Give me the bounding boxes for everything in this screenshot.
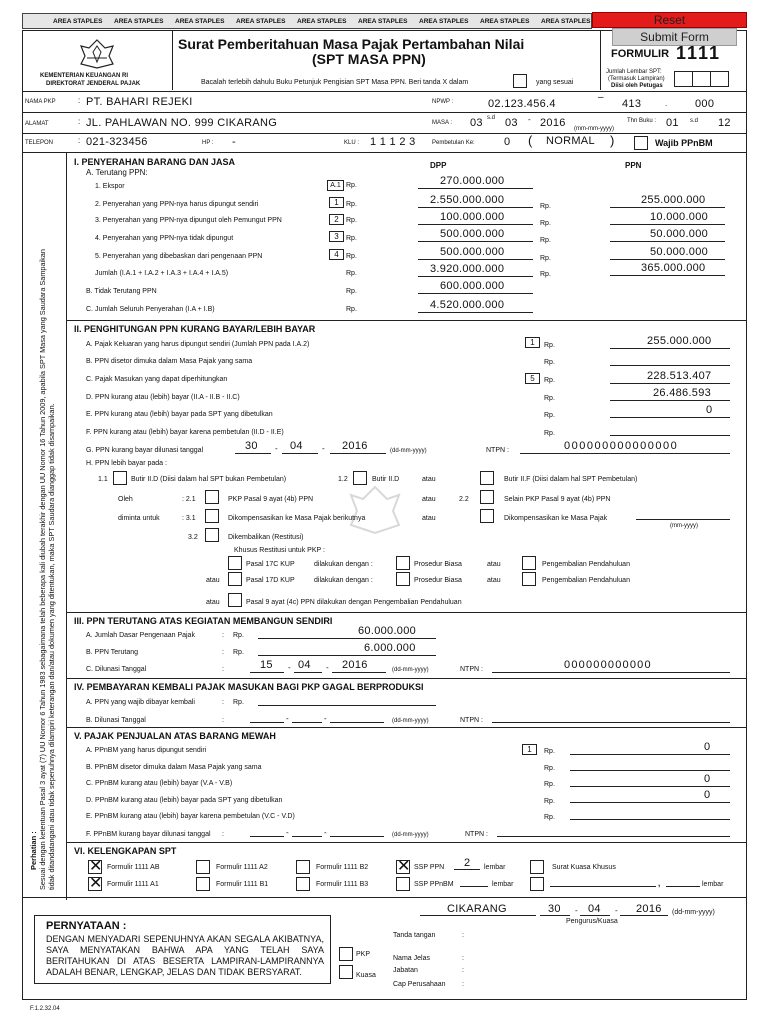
f1111b3-checkbox[interactable] — [296, 877, 310, 891]
diminta-label: diminta untuk — [118, 515, 160, 522]
butir-f-checkbox[interactable] — [480, 471, 494, 485]
petugas-label: Diisi oleh Petugas — [611, 83, 663, 89]
row-2-label: 2. Penyerahan yang PPN-nya harus dipungut sendiri — [95, 201, 259, 208]
rp-label: Rp. — [233, 699, 244, 706]
f1111a2-label: Formulir 1111 A2 — [216, 864, 268, 871]
prosedur-biasa-17d-checkbox[interactable] — [396, 572, 410, 586]
rp-label: Rp. — [233, 632, 244, 639]
row-ekspor-label: 1. Ekspor — [95, 183, 125, 190]
kuasa-signer-label: Kuasa — [356, 972, 376, 979]
rp-label: Rp. — [346, 235, 357, 242]
date-format: (dd-mm-yyyy) — [392, 718, 429, 724]
telepon-label: TELEPON — [25, 140, 54, 146]
emblem-watermark-icon — [345, 485, 405, 535]
instruction-sample-checkbox — [513, 74, 527, 88]
section5-f-label: F. PPnBM kurang bayar dilunasi tanggal — [86, 831, 211, 838]
staples-label: AREA STAPLES — [236, 18, 286, 25]
row-3-dpp[interactable]: 100.000.000 — [440, 211, 505, 223]
atau-label: atau — [206, 599, 220, 606]
ssp-ppnbm-label: SSP PPnBM — [414, 881, 454, 888]
alamat-value[interactable]: JL. PAHLAWAN NO. 999 CIKARANG — [86, 117, 278, 129]
npwp-cabang[interactable]: 000 — [695, 98, 715, 110]
alamat-label: ALAMAT — [25, 121, 49, 127]
rp-label: Rp. — [540, 203, 551, 210]
section2-e-label: E. PPN kurang atau (lebih) bayar pada SPT yang dibetulkan — [86, 411, 273, 418]
rp-label: Rp. — [544, 412, 555, 419]
telepon-value[interactable]: 021-323456 — [86, 136, 148, 148]
sign-city[interactable]: CIKARANG — [447, 903, 507, 915]
nama-jelas-label: Nama Jelas — [393, 955, 430, 962]
formulir-number: 1111 — [676, 43, 722, 63]
section2-c-code: 5 — [525, 373, 540, 384]
row-4-label: 4. Penyerahan yang PPN-nya tidak dipungut — [95, 235, 234, 242]
tanda-tangan-label: Tanda tangan — [393, 932, 436, 939]
instruction-text: Bacalah terlebih dahulu Buku Petunjuk Pengisian SPT Masa PPN. Beri tanda X dalam — [201, 79, 469, 86]
h-2-2: 2.2 — [459, 496, 469, 503]
section5-c-label: C. PPnBM kurang atau (lebih) bayar (V.A - V.B) — [86, 780, 233, 787]
section5-d-value[interactable]: 0 — [704, 789, 711, 801]
lembar-label: lembar — [702, 881, 724, 888]
date-format: (dd-mm-yyyy) — [392, 667, 429, 673]
section2-g-year[interactable]: 2016 — [342, 440, 368, 452]
date-format: (dd-mm-yyyy) — [672, 909, 715, 916]
masa-tahun[interactable]: 2016 — [540, 117, 566, 129]
section5-e-label: E. PPnBM kurang atau (lebih) bayar karena pembetulan (V.C - V.D) — [86, 813, 295, 820]
npwp-value[interactable]: 02.123.456.4 — [488, 98, 556, 110]
staples-label: AREA STAPLES — [358, 18, 408, 25]
masa-sd: s.d — [487, 115, 496, 121]
section5-title: V. PAJAK PENJUALAN ATAS BARANG MEWAH — [74, 731, 276, 741]
staples-label: AREA STAPLES — [175, 18, 225, 25]
atau-label: atau — [206, 577, 220, 584]
lembar-spt-box[interactable] — [674, 71, 729, 87]
section2-a-value[interactable]: 255.000.000 — [647, 335, 712, 347]
prosedur-biasa-text: Prosedur Biasa — [414, 577, 462, 584]
form-subtitle: (SPT MASA PPN) — [312, 51, 426, 67]
f1111b1-checkbox[interactable] — [196, 877, 210, 891]
rp-label: Rp. — [544, 781, 555, 788]
section2-d-value[interactable]: 26.486.593 — [653, 387, 712, 399]
staples-label: AREA STAPLES — [541, 18, 591, 25]
h-3-2: 3.2 — [188, 534, 198, 541]
pembetulan-label: Pembetulan Ke: — [432, 140, 475, 146]
wajib-ppnbm-checkbox[interactable] — [634, 136, 648, 150]
date-format: (dd-mm-yyyy) — [390, 448, 427, 454]
jumlah-ppn[interactable]: 365.000.000 — [641, 262, 706, 274]
ssp-ppn-checkbox[interactable]: ✕ — [397, 858, 411, 875]
dikompensasikan-text: Dikompensasikan ke Masa Pajak berikutnya — [228, 515, 366, 522]
formulir-label: FORMULIR — [611, 48, 670, 60]
pkp-pasal9-checkbox[interactable] — [205, 490, 219, 504]
oleh-label: Oleh — [118, 496, 133, 503]
statement-body: DENGAN MENYADARI SEPENUHNYA AKAN SEGALA AKIBATNYA, SAYA MENYATAKAN BAHWA APA YANG TELAH SAYA BERITAHUKAN DI ATAS BESERTA LAMPIRAN-LAMPIRANNYA ADALAH BENAR, LENGKAP, JELAS DAN TIDAK BERSYARAT. — [46, 934, 324, 977]
section4-a-label: A. PPN yang wajib dibayar kembali — [86, 699, 195, 706]
rp-label: Rp. — [233, 649, 244, 656]
rp-label: Rp. — [346, 288, 357, 295]
masa-to[interactable]: 03 — [505, 117, 518, 129]
jabatan-label: Jabatan — [393, 967, 418, 974]
submit-form-button[interactable]: Submit Form — [612, 28, 737, 46]
section2-title: II. PENGHITUNGAN PPN KURANG BAYAR/LEBIH BAYAR — [74, 324, 316, 334]
section5-a-label: A. PPnBM yang harus dipungut sendiri — [86, 747, 207, 754]
mm-yyyy-format: (mm-yyyy) — [670, 523, 698, 529]
pengembalian-text: Pengembalian Pendahuluan — [542, 577, 630, 584]
wajib-ppnbm-label: Wajib PPnBM — [655, 138, 713, 148]
pkp-pasal9-text: PKP Pasal 9 ayat (4b) PPN — [228, 496, 314, 503]
row-5-label: 5. Penyerahan yang dibebaskan dari pengenaan PPN — [95, 253, 263, 260]
instruction-text-end: yang sesuai — [536, 79, 574, 86]
pengembalian-text: Pengembalian Pendahuluan — [542, 561, 630, 568]
pasal9-4c-text: Pasal 9 ayat (4c) PPN dilakukan dengan Pengembalian Pendahuluan — [246, 599, 462, 606]
section2-g-ntpn[interactable]: 000000000000000 — [564, 440, 679, 452]
section2-a-label: A. Pajak Keluaran yang harus dipungut sendiri (Jumlah PPN pada I.A.2) — [86, 341, 310, 348]
nama-pkp-label: NAMA PKP — [25, 99, 56, 105]
rp-label: Rp. — [346, 217, 357, 224]
ssp-ppn-label: SSP PPN — [414, 864, 445, 871]
section3-c-label: C. Dilunasi Tanggal — [86, 666, 147, 673]
section5-c-value[interactable]: 0 — [704, 773, 711, 785]
f1111a1-label: Formulir 1111 A1 — [107, 881, 159, 888]
surat-kuasa-checkbox[interactable] — [530, 860, 544, 874]
section2-g-day[interactable]: 30 — [245, 440, 258, 452]
side-note-line2: tidak ditandatangani atau tidak sepenuhnya dilampiri keterangan dan/atau dokumen yang ditentukan, maka SPT Saudara dianggap tidak disampaikan. — [47, 403, 56, 890]
f1111b2-checkbox[interactable] — [296, 860, 310, 874]
row-5-dpp[interactable]: 500.000.000 — [440, 246, 505, 258]
masa-label: MASA : — [432, 120, 453, 126]
section4-title: IV. PEMBAYARAN KEMBALI PAJAK MASUKAN BAGI PKP GAGAL BERPRODUKSI — [74, 682, 424, 692]
staples-label: AREA STAPLES — [480, 18, 530, 25]
staples-area — [22, 13, 592, 29]
f1111a2-checkbox[interactable] — [196, 860, 210, 874]
section6-title: VI. KELENGKAPAN SPT — [74, 846, 177, 856]
rp-label: Rp. — [544, 430, 555, 437]
row-4-code: 3 — [329, 231, 344, 242]
jumlah-label: Jumlah (I.A.1 + I.A.2 + I.A.3 + I.A.4 + I.A.5) — [95, 270, 229, 277]
dikompensasikan-checkbox[interactable] — [205, 509, 219, 523]
atau-label: atau — [487, 561, 501, 568]
date-format: (dd-mm-yyyy) — [392, 832, 429, 838]
section5-a-code: 1 — [522, 744, 537, 755]
section3-c-year[interactable]: 2016 — [342, 659, 368, 671]
section1-b-label: B. Tidak Terutang PPN — [86, 288, 157, 295]
dikomp-ke-text: Dikompensasikan ke Masa Pajak — [504, 515, 608, 522]
side-note-line1: Sesuai dengan ketentuan Pasal 3 ayat (7) UU Nomor 6 Tahun 1983 sebagaimana telah beberapa kali diubah terakhir dengan UU Nomor 16 Tahun 2009, apabila SPT Masa yang Saudara Sampaikan — [38, 249, 47, 890]
dikembalikan-checkbox[interactable] — [205, 528, 219, 542]
section2-c-label: C. Pajak Masukan yang dapat diperhitungkan — [86, 376, 228, 383]
atau-label: atau — [422, 476, 436, 483]
section3-b-label: B. PPN Terutang — [86, 649, 139, 656]
directorate-name: DIREKTORAT JENDERAL PAJAK — [46, 81, 141, 87]
atau-label: atau — [422, 496, 436, 503]
ssp-ppn-count[interactable]: 2 — [464, 857, 471, 869]
rp-label: Rp. — [540, 271, 551, 278]
cap-perusahaan-label: Cap Perusahaan — [393, 981, 446, 988]
ministry-logo — [75, 38, 119, 70]
section2-f-label: F. PPN kurang atau (lebih) bayar karena pembetulan (II.D - II.E) — [86, 429, 284, 436]
row-ekspor-dpp[interactable]: 270.000.000 — [440, 175, 505, 187]
ntpn-label: NTPN : — [465, 831, 488, 838]
row-ekspor-code: A.1 — [327, 180, 344, 191]
ntpn-label: NTPN : — [460, 717, 483, 724]
h-1-2: 1.2 — [338, 476, 348, 483]
rp-label: Rp. — [346, 306, 357, 313]
rp-label: Rp. — [346, 201, 357, 208]
atau-label: atau — [422, 515, 436, 522]
masa-format: (mm-mm-yyyy) — [574, 126, 614, 132]
h-2-1: : 2.1 — [182, 496, 196, 503]
f1111a1-checkbox[interactable]: ✕ — [89, 875, 103, 892]
pasal17c-text: Pasal 17C KUP — [246, 561, 295, 568]
row-2-dpp[interactable]: 2.550.000.000 — [430, 194, 505, 206]
row-2-code: 1 — [329, 197, 344, 208]
section2-h-label: H. PPN lebih bayar pada : — [86, 460, 167, 467]
prosedur-biasa-17c-checkbox[interactable] — [396, 556, 410, 570]
h-1-2-checkbox[interactable] — [353, 471, 367, 485]
f1111ab-checkbox[interactable]: ✕ — [89, 858, 103, 875]
section3-c-ntpn[interactable]: 000000000000 — [564, 659, 652, 671]
row-3-label: 3. Penyerahan yang PPN-nya dipungut oleh Pemungut PPN — [95, 217, 282, 224]
pasal17d-checkbox[interactable] — [228, 572, 242, 586]
rp-label: Rp. — [544, 395, 555, 402]
section5-a-value[interactable]: 0 — [704, 741, 711, 753]
section2-g-month[interactable]: 04 — [290, 440, 303, 452]
sign-day[interactable]: 30 — [548, 903, 561, 915]
pkp-signer-label: PKP — [356, 951, 371, 958]
section1-title: I. PENYERAHAN BARANG DAN JASA — [74, 157, 236, 167]
rp-label: Rp. — [544, 377, 555, 384]
thn-buku-from[interactable]: 01 — [666, 117, 679, 129]
rp-label: Rp. — [544, 748, 555, 755]
pengurus-label: Pengurus/Kuasa — [566, 918, 618, 925]
thn-buku-to[interactable]: 12 — [718, 117, 731, 129]
rp-label: Rp. — [544, 798, 555, 805]
f1111b1-label: Formulir 1111 B1 — [216, 881, 269, 888]
hp-value[interactable]: - — [232, 136, 236, 148]
rp-label: Rp. — [346, 270, 357, 277]
rp-label: Rp. — [544, 765, 555, 772]
surat-kuasa-label: Surat Kuasa Khusus — [552, 864, 616, 871]
dpp-header: DPP — [430, 161, 447, 170]
rp-label: Rp. — [544, 359, 555, 366]
ssp-ppnbm-checkbox[interactable] — [396, 877, 410, 891]
section1-c-label: C. Jumlah Seluruh Penyerahan (I.A + I.B) — [86, 306, 215, 313]
lembar-spt-label: Jumlah Lembar SPT: — [606, 69, 662, 75]
status-spt[interactable]: NORMAL — [546, 135, 595, 147]
dikembalikan-text: Dikembalikan (Restitusi) — [228, 534, 304, 541]
section5-b-label: B. PPnBM disetor dimuka dalam Masa Pajak yang sama — [86, 764, 262, 771]
rp-label: Rp. — [346, 182, 357, 189]
row-2-ppn[interactable]: 255.000.000 — [641, 194, 706, 206]
lembar-label: lembar — [492, 881, 514, 888]
pasal17d-text: Pasal 17D KUP — [246, 577, 295, 584]
row-3-ppn[interactable]: 10.000.000 — [650, 211, 709, 223]
atau-label: atau — [487, 577, 501, 584]
row-5-ppn[interactable]: 50.000.000 — [650, 246, 709, 258]
section5-d-label: D. PPnBM kurang atau (lebih) bayar pada SPT yang dibetulkan — [86, 797, 283, 804]
ntpn-label: NTPN : — [460, 666, 483, 673]
section1-c-dpp[interactable]: 4.520.000.000 — [430, 299, 505, 311]
other-attachment-checkbox[interactable] — [530, 877, 544, 891]
rp-label: Rp. — [540, 237, 551, 244]
section3-a-value[interactable]: 60.000.000 — [358, 625, 417, 637]
section2-b-label: B. PPN disetor dimuka dalam Masa Pajak yang sama — [86, 358, 253, 365]
section2-g-label: G. PPN kurang bayar dilunasi tanggal — [86, 447, 204, 454]
section3-title: III. PPN TERUTANG ATAS KEGIATAN MEMBANGUN SENDIRI — [74, 616, 333, 626]
khusus-restitusi: Khusus Restitusi untuk PKP : — [234, 547, 325, 554]
lembar-spt-sub: (Termasuk Lampiran) — [608, 76, 665, 82]
pengembalian-17d-checkbox[interactable] — [522, 572, 536, 586]
f1111b3-label: Formulir 1111 B3 — [316, 881, 369, 888]
ministry-name: KEMENTERIAN KEUANGAN RI — [40, 73, 129, 79]
statement-title: PERNYATAAN : — [46, 920, 127, 932]
section3-b-value[interactable]: 6.000.000 — [364, 642, 416, 654]
pembetulan-value[interactable]: 0 — [504, 136, 511, 148]
section2-d-label: D. PPN kurang atau (lebih) bayar (II.A - II.B - II.C) — [86, 394, 240, 401]
reset-button[interactable]: Reset — [592, 12, 747, 28]
dilakukan-dengan: dilakukan dengan : — [314, 577, 373, 584]
rp-label: Rp. — [544, 342, 555, 349]
section3-c-day[interactable]: 15 — [260, 659, 273, 671]
f1111ab-label: Formulir 1111 AB — [107, 864, 160, 871]
section3-a-label: A. Jumlah Dasar Pengenaan Pajak — [86, 632, 195, 639]
h-1-2-text: Butir II.D — [372, 476, 400, 483]
nama-pkp-value[interactable]: PT. BAHARI REJEKI — [86, 96, 193, 108]
selain-pkp-checkbox[interactable] — [480, 490, 494, 504]
butir-f-text: Butir II.F (Diisi dalam hal SPT Pembetulan) — [504, 476, 638, 483]
h-1-1-checkbox[interactable] — [113, 471, 127, 485]
rp-label: Rp. — [540, 255, 551, 262]
section2-e-value[interactable]: 0 — [706, 404, 713, 416]
dilakukan-dengan: dilakukan dengan : — [314, 561, 373, 568]
pengembalian-17c-checkbox[interactable] — [522, 556, 536, 570]
kuasa-signer-checkbox[interactable] — [339, 965, 353, 979]
ntpn-label: NTPN : — [486, 447, 509, 454]
thn-buku-label: Thn Buku : — [627, 118, 657, 124]
f1111b2-label: Formulir 1111 B2 — [316, 864, 369, 871]
rp-label: Rp. — [540, 220, 551, 227]
form-title: Surat Pemberitahuan Masa Pajak Pertambahan Nilai — [178, 36, 525, 52]
klu-value[interactable]: 1 1 1 2 3 — [370, 136, 416, 148]
pasal17c-checkbox[interactable] — [228, 556, 242, 570]
staples-label: AREA STAPLES — [419, 18, 469, 25]
h-3-1: : 3.1 — [182, 515, 196, 522]
masa-from[interactable]: 03 — [470, 117, 483, 129]
prosedur-biasa-text: Prosedur Biasa — [414, 561, 462, 568]
thn-buku-sd: s.d — [690, 118, 699, 124]
row-3-code: 2 — [329, 214, 344, 225]
pasal9-4c-checkbox[interactable] — [228, 593, 242, 607]
form-code: F.1.2.32.04 — [30, 1006, 60, 1012]
pkp-signer-checkbox[interactable] — [339, 947, 353, 961]
npwp-label: NPWP : — [432, 99, 454, 105]
row-4-ppn[interactable]: 50.000.000 — [650, 228, 709, 240]
staples-label: AREA STAPLES — [114, 18, 164, 25]
klu-label: KLU : — [344, 140, 360, 146]
rp-label: Rp. — [544, 814, 555, 821]
dikomp-ke-checkbox[interactable] — [480, 509, 494, 523]
npwp-kpp[interactable]: 413 — [622, 98, 642, 110]
section1-b-dpp[interactable]: 600.000.000 — [440, 280, 505, 292]
h-1-1-text: Butir II.D (Diisi dalam hal SPT bukan Pembetulan) — [131, 476, 287, 483]
lembar-label: lembar — [484, 864, 506, 871]
side-note-label: Perhatian : — [29, 831, 38, 870]
h-1-1: 1.1 — [98, 476, 108, 483]
section2-a-code: 1 — [525, 337, 540, 348]
sign-year[interactable]: 2016 — [636, 903, 662, 915]
jumlah-dpp[interactable]: 3.920.000.000 — [430, 263, 505, 275]
staples-label: AREA STAPLES — [53, 18, 103, 25]
row-4-dpp[interactable]: 500.000.000 — [440, 228, 505, 240]
section4-b-label: B. Dilunasi Tanggal — [86, 717, 146, 724]
ppn-header: PPN — [625, 161, 642, 170]
staples-label: AREA STAPLES — [297, 18, 347, 25]
section2-c-value[interactable]: 228.513.407 — [647, 370, 712, 382]
section3-c-month[interactable]: 04 — [298, 659, 311, 671]
rp-label: Rp. — [346, 253, 357, 260]
section1-a-label: A. Terutang PPN: — [86, 168, 148, 177]
sign-month[interactable]: 04 — [588, 903, 601, 915]
selain-pkp-text: Selain PKP Pasal 9 ayat (4b) PPN — [504, 496, 611, 503]
row-5-code: 4 — [329, 249, 344, 260]
hp-label: HP : — [202, 140, 214, 146]
